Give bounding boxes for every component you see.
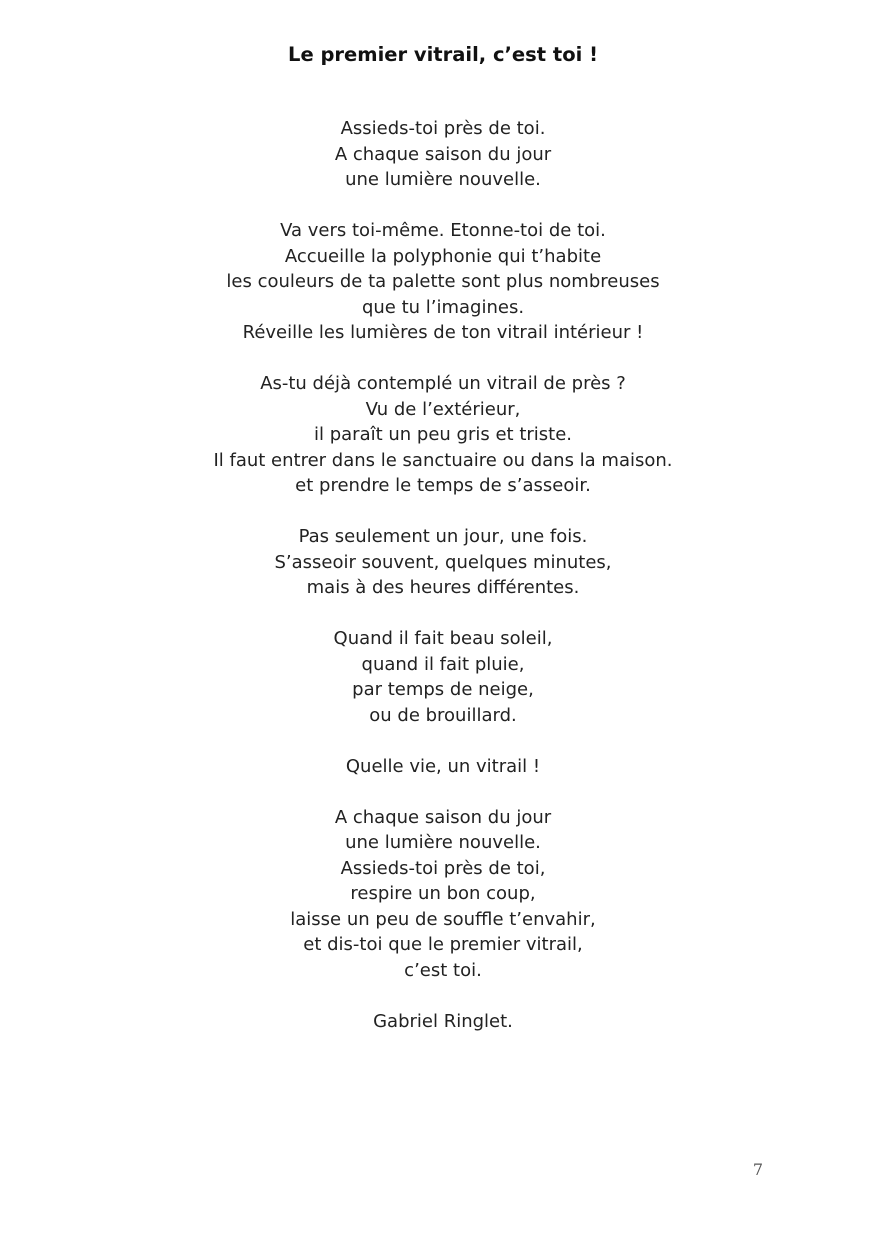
poem-title: Le premier vitrail, c’est toi ! xyxy=(288,43,598,66)
poem-line: Assieds-toi près de toi. xyxy=(340,118,546,139)
poem-line: respire un bon coup, xyxy=(350,883,536,904)
poem-line: A chaque saison du jour xyxy=(334,143,552,165)
poem-body xyxy=(0,116,886,1034)
stanza-1 xyxy=(0,116,886,193)
poem-line: Il faut entrer dans le sanctuaire ou dans la maison. xyxy=(213,449,673,471)
poem-line: par temps de neige, xyxy=(352,679,534,700)
poem-line: et prendre le temps de s’asseoir. xyxy=(295,475,591,496)
poem-line: Quelle vie, un vitrail ! xyxy=(345,755,541,777)
poem-line: mais à des heures différentes. xyxy=(306,577,580,598)
poem-line: une lumière nouvelle. xyxy=(345,832,541,853)
poem-line: As-tu déjà contemplé un vitrail de près ? xyxy=(260,373,626,394)
stanza-7 xyxy=(0,805,886,984)
page-number: 7 xyxy=(752,1160,764,1179)
poem-line: les couleurs de ta palette sont plus nombreuses xyxy=(226,271,660,292)
poem-line: que tu l’imagines. xyxy=(361,296,525,318)
poem-line: S’asseoir souvent, quelques minutes, xyxy=(274,551,612,573)
poem-line: Va vers toi-même. Etonne-toi de toi. xyxy=(280,220,606,241)
stanza-6 xyxy=(0,754,886,780)
poem-line: Pas seulement un jour, une fois. xyxy=(298,526,588,547)
poem-line: Accueille la polyphonie qui t’habite xyxy=(284,245,602,267)
poem-line: Réveille les lumières de ton vitrail intérieur ! xyxy=(242,322,644,343)
poem-line: laisse un peu de souffle t’envahir, xyxy=(290,908,596,930)
poem-line: Vu de l’extérieur, xyxy=(365,398,521,420)
poem-line: Quand il fait beau soleil, xyxy=(333,628,553,649)
stanza-4 xyxy=(0,524,886,601)
stanza-3 xyxy=(0,371,886,499)
poem-line: et dis-toi que le premier vitrail, xyxy=(303,934,583,955)
stanza-5 xyxy=(0,626,886,728)
poem-line: c’est toi. xyxy=(404,959,482,981)
poem-line: Assieds-toi près de toi, xyxy=(340,857,546,879)
stanza-2 xyxy=(0,218,886,346)
poem-line: il paraît un peu gris et triste. xyxy=(313,424,573,445)
poem-line: une lumière nouvelle. xyxy=(345,169,541,190)
poem-line: A chaque saison du jour xyxy=(334,806,552,828)
poem-signature: Gabriel Ringlet. xyxy=(373,1010,513,1032)
poem-line: ou de brouillard. xyxy=(369,704,517,726)
poem-line: quand il fait pluie, xyxy=(361,653,525,675)
